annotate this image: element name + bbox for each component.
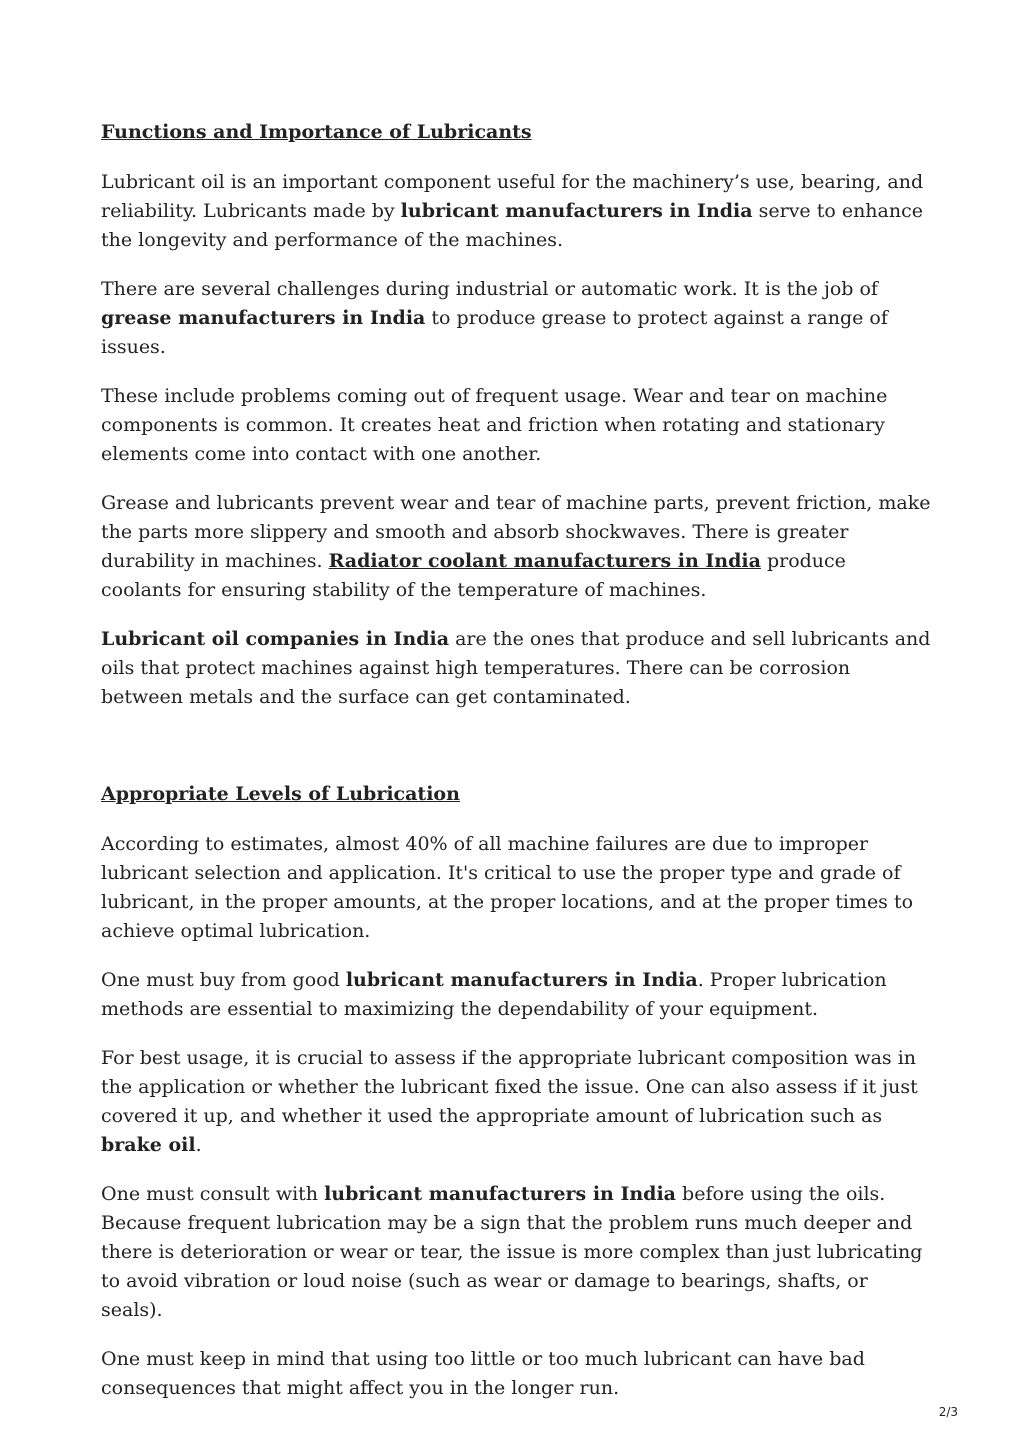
section-heading: Functions and Importance of Lubricants <box>101 121 532 143</box>
paragraph: Lubricant oil is an important component useful for the machinery’s use, bearing, and reliability. Lubricants made by lubricant manufacturers in India serve to enhance the longevity and performance of the machines. <box>101 171 924 251</box>
paragraph: There are several challenges during industrial or automatic work. It is the job of grease manufacturers in India to produce grease to protect against a range of issues. <box>101 278 888 358</box>
page-number: 2/3 <box>938 1405 958 1419</box>
section-heading: Appropriate Levels of Lubrication <box>101 783 460 805</box>
paragraph: According to estimates, almost 40% of all machine failures are due to improper lubricant selection and application. It's critical to use the proper type and grade of lubricant, in the proper amounts, at the proper locations, and at the proper times to achieve optimal lubrication. <box>101 833 914 942</box>
paragraph: Lubricant oil companies in India are the ones that produce and sell lubricants and oils that protect machines against high temperatures. There can be corrosion between metals and the surface can get contaminated. <box>101 628 931 708</box>
paragraph: One must consult with lubricant manufacturers in India before using the oils. Because frequent lubrication may be a sign that the problem runs much deeper and there is deterioration or wear or tear, the issue is more complex than just lubricating to avoid vibration or loud noise (such as wear or damage to bearings, shafts, or seals). <box>101 1183 923 1321</box>
bold-phrase: grease manufacturers in India <box>101 307 426 329</box>
bold-phrase: lubricant manufacturers in India <box>345 969 698 991</box>
paragraph: Grease and lubricants prevent wear and tear of machine parts, prevent friction, make the parts more slippery and smooth and absorb shockwaves. There is greater durability in machines. Radiator coolant manufacturers in India produce coolants for ensuring stability of the temperature of machines. <box>101 492 931 601</box>
paragraph: These include problems coming out of frequent usage. Wear and tear on machine components is common. It creates heat and friction when rotating and stationary elements come into contact with one another. <box>101 385 888 465</box>
section-appropriate-levels <box>101 780 931 1403</box>
paragraph: One must buy from good lubricant manufacturers in India. Proper lubrication methods are essential to maximizing the dependability of your equipment. <box>101 969 887 1020</box>
document-body <box>101 118 931 1423</box>
radiator-coolant-link[interactable]: Radiator coolant manufacturers in India <box>328 550 761 572</box>
section-spacer <box>101 732 931 780</box>
bold-phrase: lubricant manufacturers in India <box>400 200 753 222</box>
bold-phrase: lubricant manufacturers in India <box>324 1183 676 1205</box>
paragraph: One must keep in mind that using too little or too much lubricant can have bad consequences that might affect you in the longer run. <box>101 1348 865 1399</box>
section-functions <box>101 118 931 712</box>
paragraph: For best usage, it is crucial to assess if the appropriate lubricant composition was in the application or whether the lubricant fixed the issue. One can also assess if it just covered it up, and whether it used the appropriate amount of lubrication such as brake oil. <box>101 1047 918 1156</box>
bold-phrase: brake oil <box>101 1134 196 1156</box>
bold-phrase: Lubricant oil companies in India <box>101 628 450 650</box>
